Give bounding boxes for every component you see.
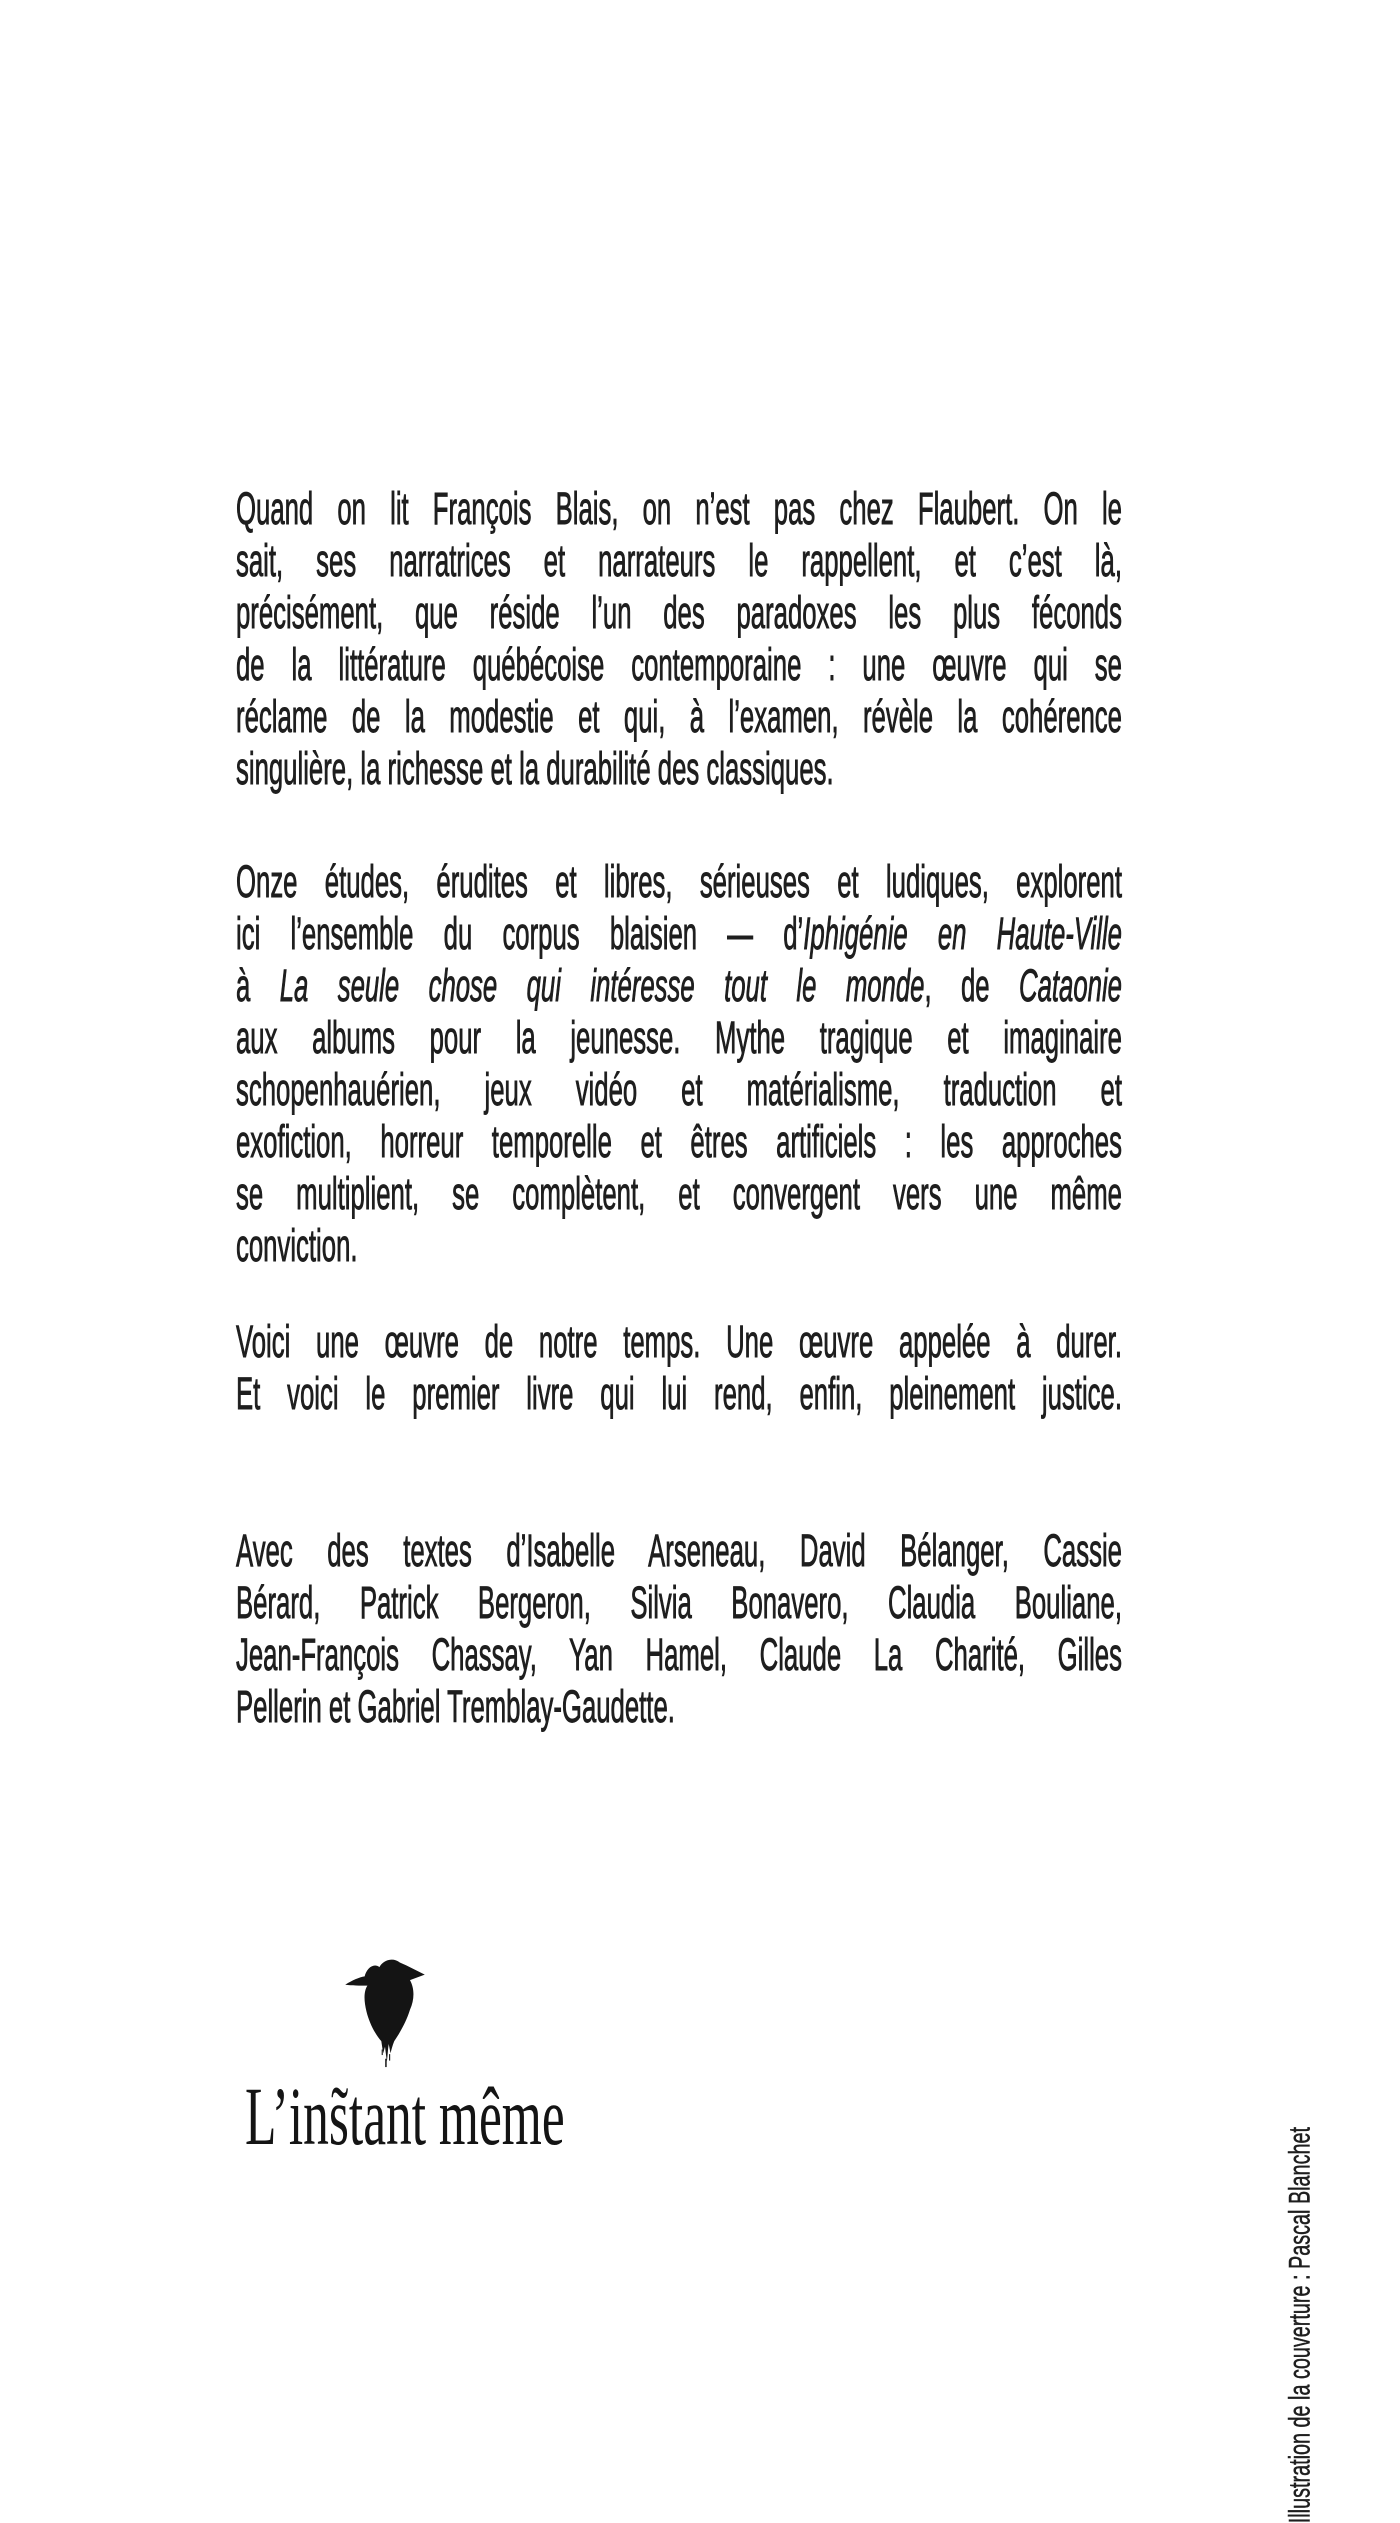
text-segment: singulière, la richesse et la durabilité des classiques. [236, 743, 834, 794]
text-line [236, 1012, 1122, 1064]
text-segment: Quand on lit François Blais, on n’est pas chez Flaubert. On le [236, 483, 1122, 534]
text-line [236, 743, 1122, 795]
text-segment: conviction. [236, 1220, 358, 1271]
text-segment: Avec des textes d’Isabelle Arseneau, David Bélanger, Cassie [236, 1525, 1122, 1576]
text-segment: Onze études, érudites et libres, sérieuses et ludiques, explorent [236, 856, 1122, 907]
text-segment: ici l’ensemble du corpus blaisien — d’ [236, 908, 804, 959]
back-cover-text [236, 483, 1122, 1733]
text-segment: de la littérature québécoise contemporaine : une œuvre qui se [236, 639, 1122, 690]
text-line [236, 587, 1122, 639]
text-segment: , de [924, 960, 1020, 1011]
text-segment: réclame de la modestie et qui, à l’examen, révèle la cohérence [236, 691, 1122, 742]
text-segment: Voici une œuvre de notre temps. Une œuvre appelée à durer. [236, 1316, 1122, 1367]
paragraph-2 [236, 856, 1122, 1272]
text-line [236, 1629, 1122, 1681]
text-segment: Jean-François Chassay, Yan Hamel, Claude La Charité, Gilles [236, 1629, 1122, 1680]
text-segment: sait, ses narratrices et narrateurs le rappellent, et c’est là, [236, 535, 1122, 586]
text-line [236, 908, 1122, 960]
text-segment: schopenhauérien, jeux vidéo et matérialisme, traduction et [236, 1064, 1122, 1115]
text-line [236, 483, 1122, 535]
text-segment: Bérard, Patrick Bergeron, Silvia Bonavero, Claudia Bouliane, [236, 1577, 1122, 1628]
paragraphs-container [236, 483, 1122, 1733]
paragraph-4 [236, 1525, 1122, 1733]
cover-illustration-credit: Illustration de la couverture : Pascal Blanchet [1283, 2127, 1316, 2523]
text-line [236, 1577, 1122, 1629]
book-title-italic: La seule chose qui intéresse tout le monde [279, 960, 925, 1011]
text-segment: Pellerin et Gabriel Tremblay-Gaudette. [236, 1681, 675, 1732]
paragraph-1 [236, 483, 1122, 795]
text-segment: à [236, 960, 280, 1011]
text-line [236, 1168, 1122, 1220]
text-line [236, 639, 1122, 691]
text-segment: aux albums pour la jeunesse. Mythe tragique et imaginaire [236, 1012, 1122, 1063]
text-line [236, 691, 1122, 743]
book-title-italic: Cataonie [1019, 960, 1122, 1011]
text-line [236, 1116, 1122, 1168]
text-segment: Et voici le premier livre qui lui rend, enfin, pleinement justice. [236, 1368, 1122, 1419]
text-segment: exofiction, horreur temporelle et êtres artificiels : les approches [236, 1116, 1122, 1167]
text-line [236, 856, 1122, 908]
text-line [236, 1525, 1122, 1577]
text-line [236, 1681, 1122, 1733]
text-line [236, 1064, 1122, 1116]
paragraph-3 [236, 1316, 1122, 1420]
publisher-wordmark: L’ins̃tant même [245, 2070, 565, 2162]
text-line [236, 1368, 1122, 1420]
text-line [236, 1316, 1122, 1368]
text-line [236, 960, 1122, 1012]
text-line [236, 535, 1122, 587]
text-segment: précisément, que réside l’un des paradoxes les plus féconds [236, 587, 1122, 638]
text-line [236, 1220, 1122, 1272]
book-title-italic: Iphigénie en Haute-Ville [803, 908, 1122, 959]
text-segment: se multiplient, se complètent, et convergent vers une même [236, 1168, 1122, 1219]
two-headed-bird-logo-icon [343, 1957, 427, 2068]
